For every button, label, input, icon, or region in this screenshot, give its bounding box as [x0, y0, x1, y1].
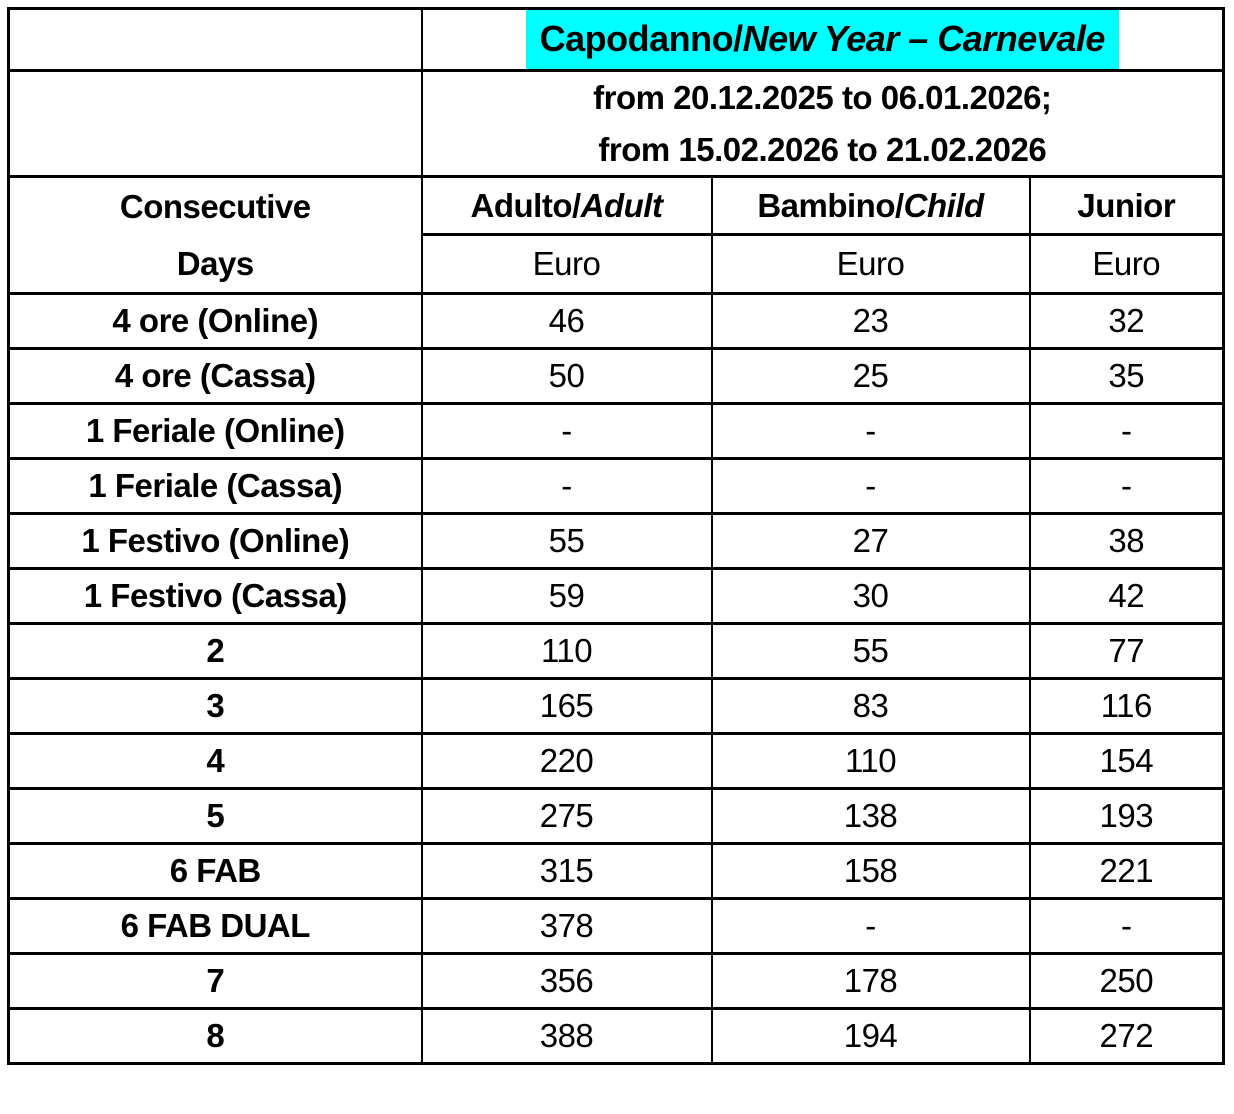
adult-header-italic: Adult	[580, 186, 663, 224]
table-row	[9, 294, 1224, 349]
row-label: 6 FAB DUAL	[9, 899, 422, 954]
junior-price: -	[1030, 459, 1224, 514]
adult-price: 315	[422, 844, 712, 899]
junior-price: 221	[1030, 844, 1224, 899]
table-row	[9, 459, 1224, 514]
junior-header-regular: Junior	[1077, 186, 1176, 224]
row-label: 4 ore (Cassa)	[9, 349, 422, 404]
adult-price: -	[422, 459, 712, 514]
adult-header-regular: Adulto/	[470, 186, 581, 224]
consecutive-days-line-2: Days	[176, 245, 254, 283]
adult-price: 220	[422, 734, 712, 789]
period-line-1: from 20.12.2025 to 06.01.2026;	[593, 79, 1052, 117]
row-label: 1 Festivo (Cassa)	[9, 569, 422, 624]
child-price: 194	[712, 1009, 1030, 1064]
table-row	[9, 1009, 1224, 1064]
child-price: 27	[712, 514, 1030, 569]
row-label: 1 Feriale (Online)	[9, 404, 422, 459]
row-label: 1 Feriale (Cassa)	[9, 459, 422, 514]
price-table	[7, 7, 1225, 1065]
child-price: 23	[712, 294, 1030, 349]
junior-price: 42	[1030, 569, 1224, 624]
period-line-2: from 15.02.2026 to 21.02.2026	[598, 130, 1047, 168]
row-label: 6 FAB	[9, 844, 422, 899]
table-title-cell	[422, 9, 1224, 71]
row-label: 4 ore (Online)	[9, 294, 422, 349]
column-header-child	[712, 177, 1030, 235]
period-row	[9, 71, 1224, 177]
child-price: 110	[712, 734, 1030, 789]
title-row-empty-cell	[9, 9, 422, 71]
child-price: -	[712, 899, 1030, 954]
child-unit: Euro	[712, 235, 1030, 294]
table-row	[9, 789, 1224, 844]
child-price: 30	[712, 569, 1030, 624]
row-label: 3	[9, 679, 422, 734]
junior-price: 32	[1030, 294, 1224, 349]
column-header-row	[9, 177, 1224, 235]
adult-price: 110	[422, 624, 712, 679]
row-label: 4	[9, 734, 422, 789]
row-label: 2	[9, 624, 422, 679]
junior-price: 250	[1030, 954, 1224, 1009]
child-price: -	[712, 459, 1030, 514]
adult-price: 59	[422, 569, 712, 624]
table-row	[9, 679, 1224, 734]
junior-price: 38	[1030, 514, 1224, 569]
adult-price: 378	[422, 899, 712, 954]
adult-price: -	[422, 404, 712, 459]
table-row	[9, 734, 1224, 789]
child-header-regular: Bambino/	[757, 186, 904, 224]
junior-price: 35	[1030, 349, 1224, 404]
row-label: 5	[9, 789, 422, 844]
period-cell	[422, 71, 1224, 177]
title-regular-text: Capodanno/	[539, 18, 743, 59]
adult-price: 46	[422, 294, 712, 349]
adult-price: 356	[422, 954, 712, 1009]
table-row	[9, 569, 1224, 624]
table-row	[9, 624, 1224, 679]
junior-price: 116	[1030, 679, 1224, 734]
adult-price: 165	[422, 679, 712, 734]
adult-price: 388	[422, 1009, 712, 1064]
junior-price: -	[1030, 404, 1224, 459]
table-row	[9, 954, 1224, 1009]
adult-price: 50	[422, 349, 712, 404]
junior-unit: Euro	[1030, 235, 1224, 294]
title-italic-text: New Year – Carnevale	[742, 18, 1105, 59]
title-row	[9, 9, 1224, 71]
child-price: 83	[712, 679, 1030, 734]
child-price: 158	[712, 844, 1030, 899]
table-row	[9, 899, 1224, 954]
row-label: 8	[9, 1009, 422, 1064]
table-row	[9, 349, 1224, 404]
junior-price: 77	[1030, 624, 1224, 679]
table-row	[9, 844, 1224, 899]
child-price: 138	[712, 789, 1030, 844]
junior-price: -	[1030, 899, 1224, 954]
adult-unit: Euro	[422, 235, 712, 294]
child-price: 55	[712, 624, 1030, 679]
table-row	[9, 514, 1224, 569]
column-header-adult	[422, 177, 712, 235]
row-label: 1 Festivo (Online)	[9, 514, 422, 569]
junior-price: 193	[1030, 789, 1224, 844]
consecutive-days-header	[9, 177, 422, 294]
child-price: -	[712, 404, 1030, 459]
junior-price: 154	[1030, 734, 1224, 789]
column-header-junior	[1030, 177, 1224, 235]
child-price: 25	[712, 349, 1030, 404]
period-row-empty-cell	[9, 71, 422, 177]
row-label: 7	[9, 954, 422, 1009]
title-highlight	[526, 10, 1119, 69]
consecutive-days-line-1: Consecutive	[119, 188, 311, 226]
child-price: 178	[712, 954, 1030, 1009]
table-row	[9, 404, 1224, 459]
adult-price: 275	[422, 789, 712, 844]
child-header-italic: Child	[903, 186, 984, 224]
adult-price: 55	[422, 514, 712, 569]
junior-price: 272	[1030, 1009, 1224, 1064]
